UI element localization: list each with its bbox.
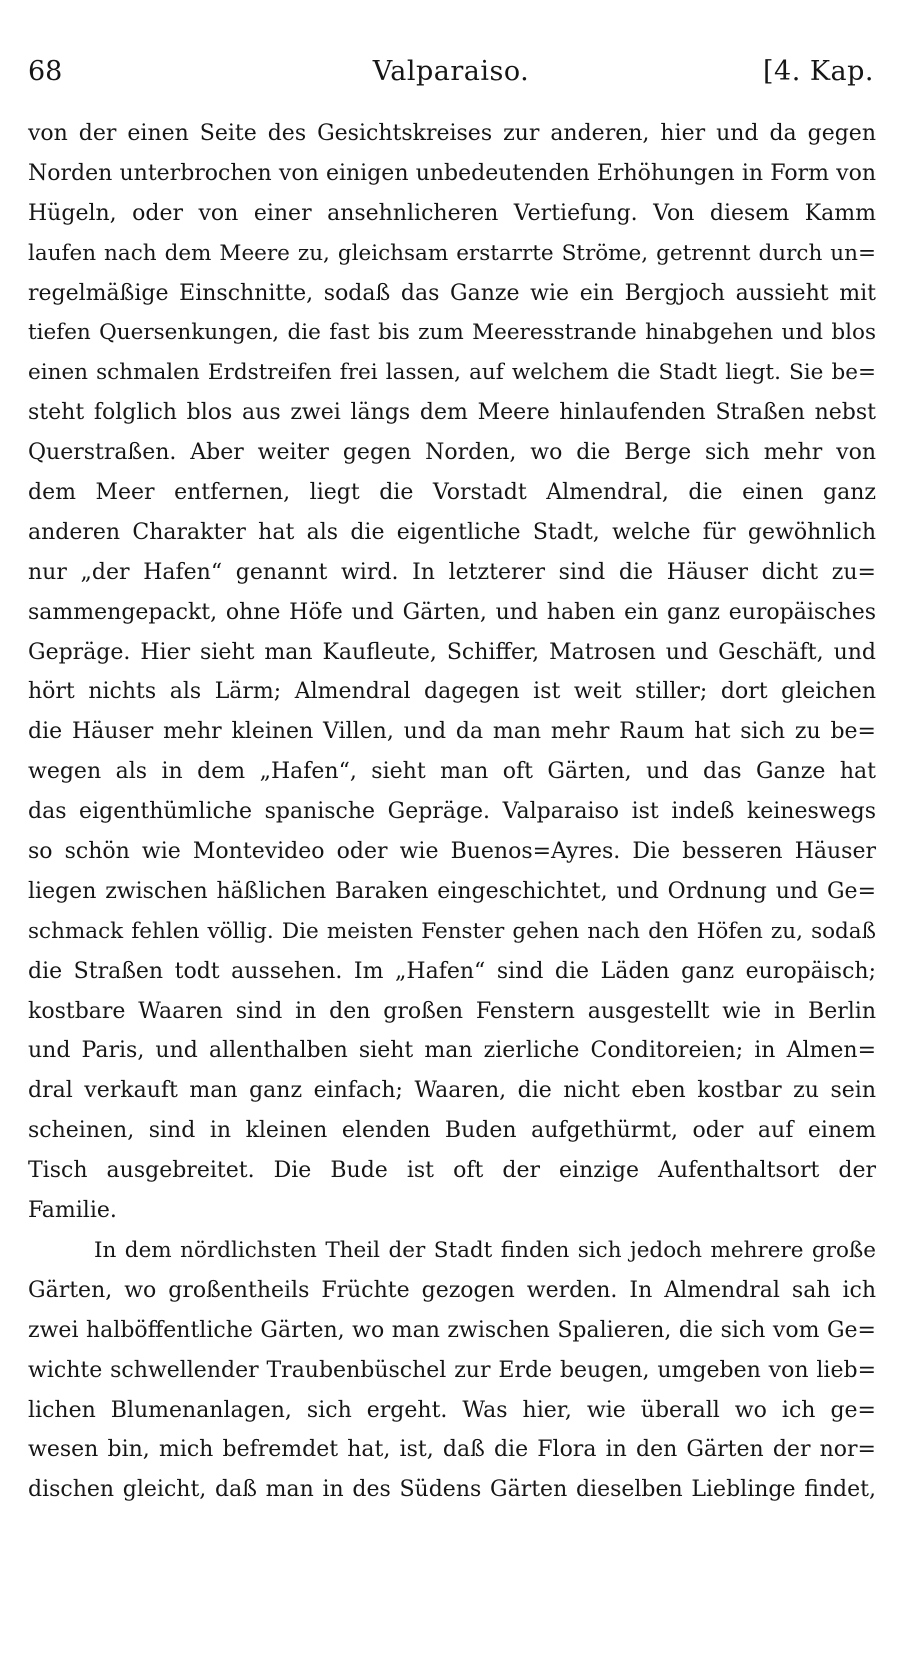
text-line: laufen nach dem Meere zu, gleichsam erstarrte Ströme, getrennt durch un= (28, 240, 876, 266)
text-line: zwei halböffentliche Gärten, wo man zwischen Spalieren, die sich vom Ge= (28, 1317, 876, 1343)
text-line: kostbare Waaren sind in den großen Fenstern ausgestellt wie in Berlin (28, 998, 876, 1024)
text-line: Tisch ausgebreitet. Die Bude ist oft der einzige Aufenthaltsort der (28, 1158, 876, 1184)
text-line: Hügeln, oder von einer ansehnlicheren Vertiefung. Von diesem Kamm (28, 200, 876, 226)
text-line: steht folglich blos aus zwei längs dem Meere hinlaufenden Straßen nebst (28, 400, 876, 426)
text-line: hört nichts als Lärm; Almendral dagegen ist weit stiller; dort gleichen (28, 679, 876, 705)
text-line: schmack fehlen völlig. Die meisten Fenster gehen nach den Höfen zu, sodaß (28, 918, 876, 944)
text-line: Familie. (28, 1198, 117, 1224)
text-line: liegen zwischen häßlichen Baraken eingeschichtet, und Ordnung und Ge= (28, 878, 876, 904)
page-number: 68 (28, 56, 63, 87)
paragraph (28, 114, 876, 1231)
text-line: regelmäßige Einschnitte, sodaß das Ganze wie ein Bergjoch aussieht mit (28, 280, 876, 306)
text-line: Norden unterbrochen von einigen unbedeutenden Erhöhungen in Form von (28, 160, 876, 186)
text-line: wegen als in dem „Hafen“, sieht man oft Gärten, und das Ganze hat (28, 759, 876, 785)
text-line: lichen Blumenanlagen, sich ergeht. Was hier, wie überall wo ich ge= (28, 1397, 876, 1423)
text-line: Querstraßen. Aber weiter gegen Norden, wo die Berge sich mehr von (28, 440, 876, 466)
text-line: die Häuser mehr kleinen Villen, und da man mehr Raum hat sich zu be= (28, 719, 876, 745)
text-line: die Straßen todt aussehen. Im „Hafen“ sind die Läden ganz europäisch; (28, 958, 876, 984)
text-line: anderen Charakter hat als die eigentliche Stadt, welche für gewöhnlich (28, 519, 876, 545)
body-text (28, 114, 876, 1510)
text-line: dral verkauft man ganz einfach; Waaren, die nicht eben kostbar zu sein (28, 1078, 876, 1104)
text-line: dem Meer entfernen, liegt die Vorstadt Almendral, die einen ganz (28, 480, 876, 506)
text-line: Gepräge. Hier sieht man Kaufleute, Schiffer, Matrosen und Geschäft, und (28, 639, 876, 665)
page-header (28, 52, 874, 92)
running-title: Valparaiso. (372, 56, 530, 87)
chapter-label: [4. Kap. (762, 56, 874, 87)
text-line: wichte schwellender Traubenbüschel zur Erde beugen, umgeben von lieb= (28, 1357, 876, 1383)
text-line: sammengepackt, ohne Höfe und Gärten, und haben ein ganz europäisches (28, 599, 876, 625)
text-line: scheinen, sind in kleinen elenden Buden aufgethürmt, oder auf einem (28, 1118, 876, 1144)
paragraph (28, 1231, 876, 1510)
text-line: In dem nördlichsten Theil der Stadt finden sich jedoch mehrere große (94, 1237, 876, 1263)
text-line: und Paris, und allenthalben sieht man zierliche Conditoreien; in Almen= (28, 1038, 876, 1064)
text-line: nur „der Hafen“ genannt wird. In letzterer sind die Häuser dicht zu= (28, 559, 876, 585)
text-line: einen schmalen Erdstreifen frei lassen, auf welchem die Stadt liegt. Sie be= (28, 360, 876, 386)
text-line: dischen gleicht, daß man in des Südens Gärten dieselben Lieblinge findet, (28, 1477, 876, 1503)
text-line: von der einen Seite des Gesichtskreises zur anderen, hier und da gegen (28, 121, 876, 146)
text-line: wesen bin, mich befremdet hat, ist, daß die Flora in den Gärten der nor= (28, 1437, 876, 1463)
text-line: so schön wie Montevideo oder wie Buenos=Ayres. Die besseren Häuser (28, 839, 876, 865)
text-line: das eigenthümliche spanische Gepräge. Valparaiso ist indeß keineswegs (28, 799, 876, 825)
text-line: tiefen Quersenkungen, die fast bis zum Meeresstrande hinabgehen und blos (28, 320, 876, 346)
text-line: Gärten, wo großentheils Früchte gezogen werden. In Almendral sah ich (28, 1277, 876, 1303)
